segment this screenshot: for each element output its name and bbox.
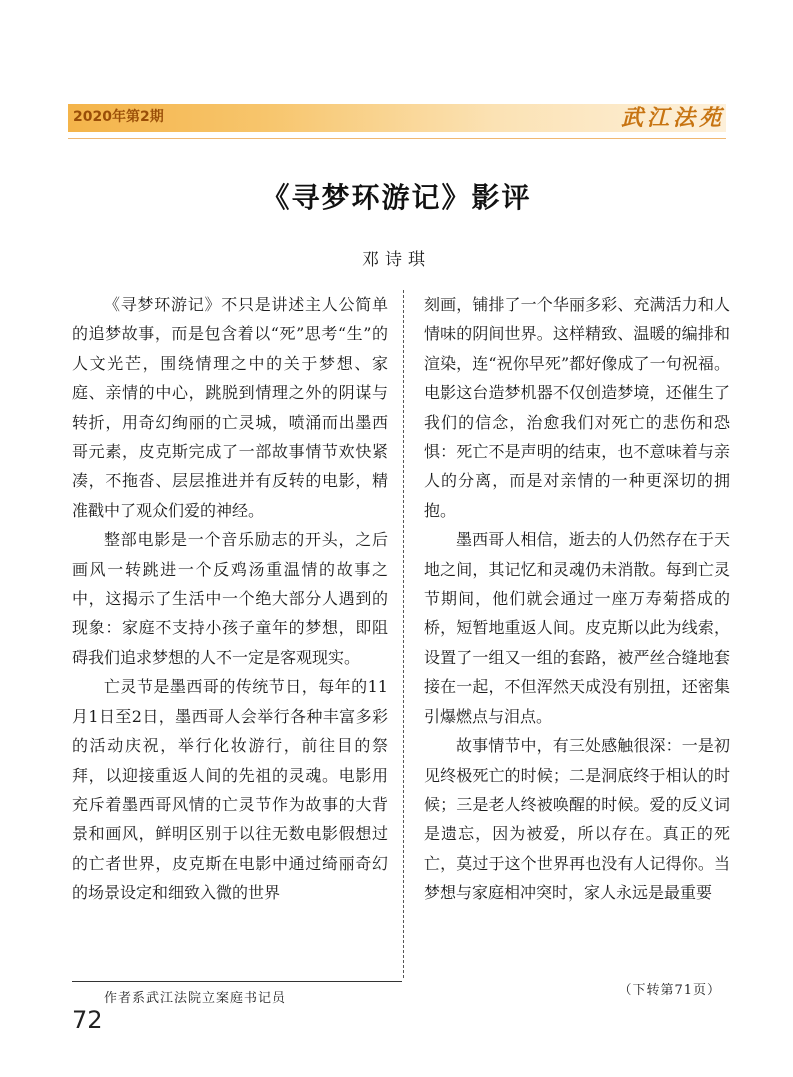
- paragraph: 整部电影是一个音乐励志的开头，之后画风一转跳进一个反鸡汤重温情的故事之中，这揭示了生活中一个绝大部分人遇到的现象：家庭不支持小孩子童年的梦想，即阻碍我们追求梦想的人不一定是客观现实。: [72, 530, 388, 667]
- page-number: 72: [72, 1006, 103, 1034]
- left-column: [72, 290, 388, 908]
- paragraph: 墨西哥人相信，逝去的人仍然存在于天地之间，其记忆和灵魂仍未消散。每到亡灵节期间，他们就会通过一座万寿菊搭成的桥，短暂地重返人间。皮克斯以此为线索，设置了一组又一组的套路，被严丝合缝地套接在一起，不但浑然天成没有别扭，还密集引爆燃点与泪点。: [424, 530, 730, 726]
- publication-brand: 武江法苑: [620, 105, 725, 131]
- issue-label: 2020年第2期: [73, 109, 164, 125]
- column-divider: [403, 290, 404, 978]
- paragraph: 故事情节中，有三处感触很深：一是初见终极死亡的时候；二是洞底终于相认的时候；三是老人终被唤醒的时候。爱的反义词是遗忘，因为被爱，所以存在。真正的死亡，莫过于这个世界再也没有人记得你。当梦想与家庭相冲突时，家人永远是最重要: [424, 736, 730, 903]
- footnote-rule: [72, 981, 402, 982]
- article-author: 邓诗琪: [362, 250, 431, 270]
- paragraph: 亡灵节是墨西哥的传统节日，每年的11月1日至2日，墨西哥人会举行各种丰富多彩的活动庆祝，举行化妆游行，前往目的祭拜，以迎接重返人间的先祖的灵魂。电影用充斥着墨西哥风情的亡灵节作为故事的大背景和画风，鲜明区别于以往无数电影假想过的亡者世界，皮克斯在电影中通过绮丽奇幻的场景设定和细致入微的世界: [72, 677, 388, 903]
- author-footnote: 作者系武江法院立案庭书记员: [104, 991, 287, 1006]
- article-title: 《寻梦环游记》影评: [261, 181, 532, 214]
- paragraph: 《寻梦环游记》不只是讲述主人公简单的追梦故事，而是包含着以“死”思考“生”的人文光芒，围绕情理之中的关于梦想、家庭、亲情的中心，跳脱到情理之外的阴谋与转折，用奇幻绚丽的亡灵城，喷涌而出墨西哥元素，皮克斯完成了一部故事情节欢快紧凑，不拖沓、层层推进并有反转的电影，精准戳中了观众们爱的神经。: [72, 295, 388, 520]
- continued-note: （下转第71页）: [618, 983, 721, 998]
- header-rule: [68, 138, 726, 139]
- paragraph: 刻画，铺排了一个华丽多彩、充满活力和人情味的阴间世界。这样精致、温暖的编排和渲染，连“祝你早死”都好像成了一句祝福。电影这台造梦机器不仅创造梦境，还催生了我们的信念，治愈我们对死亡的悲伤和恐惧：死亡不是声明的结束，也不意味着与亲人的分离，而是对亲情的一种更深切的拥抱。: [424, 295, 730, 520]
- right-column: [424, 290, 730, 908]
